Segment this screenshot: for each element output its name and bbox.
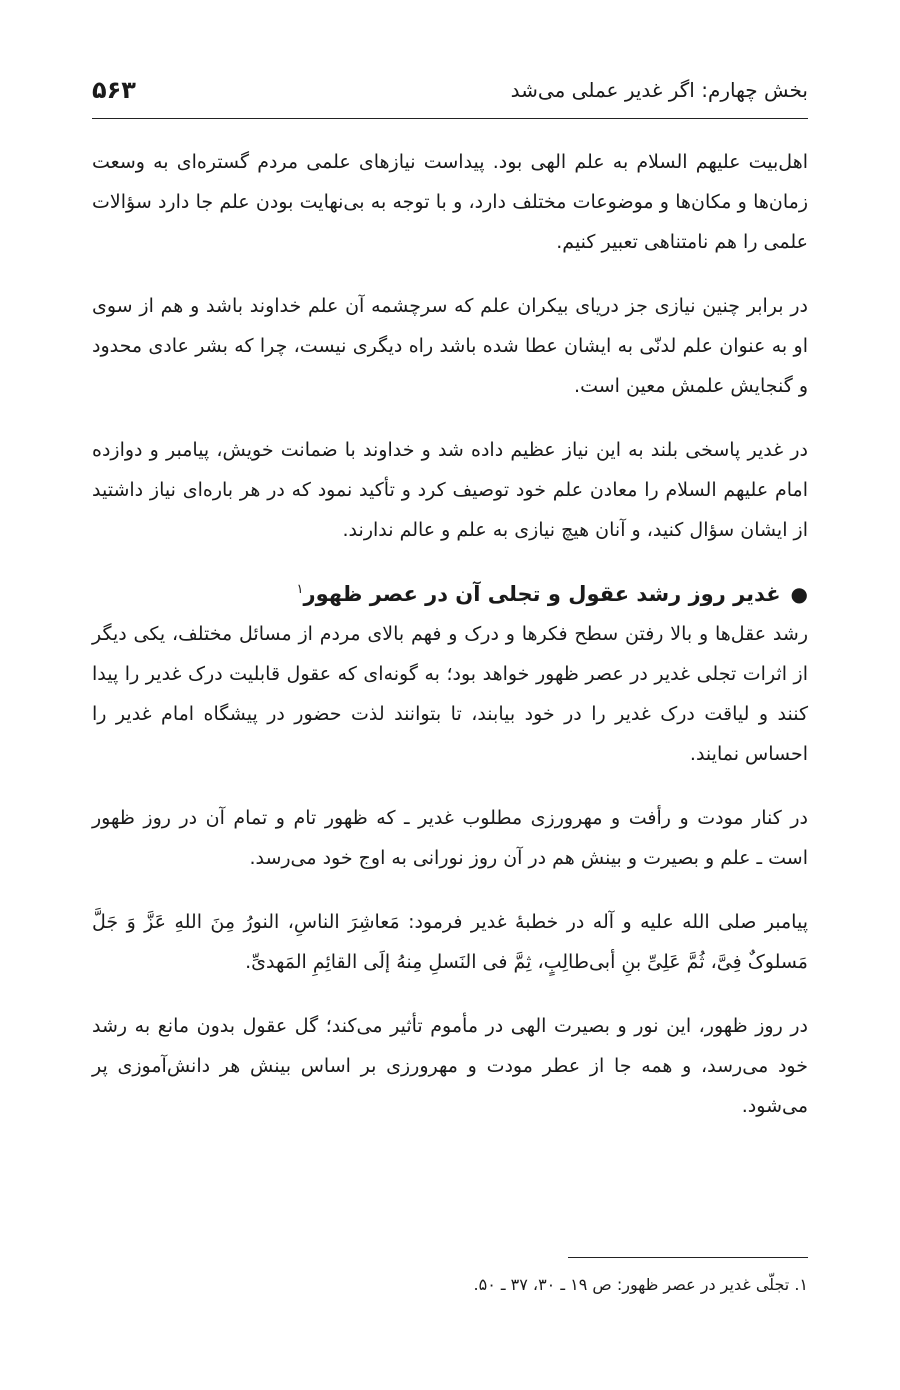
section-paragraph-4: در روز ظهور، این نور و بصیرت الهی در مأموم تأثیر می‌کند؛ گل عقول بدون مانع به رشد خود می‌رسد، و همه جا از عطر مودت و مهرورزی بر اساس بینش هر دانش‌آموزی پر می‌شود. xyxy=(92,1015,808,1117)
section-heading xyxy=(92,574,808,614)
footnote: ۱. تجلّی غدیر در عصر ظهور: ص ۱۹ ـ ۳۰، ۳۷ ـ ۵۰. xyxy=(473,1275,808,1294)
paragraph-2: در برابر چنین نیازی جز دریای بیکران علم که سرچشمه آن علم خداوند باشد و هم از سوی او به عنوان علم لدنّی به ایشان عطا شده باشد راه دیگری نیست، چرا که بشر عادی محدود و گنجایش علمش معین است. xyxy=(92,295,808,397)
section-heading-text xyxy=(297,574,781,614)
page-header xyxy=(92,68,808,112)
section-heading-label: غدیر روز رشد عقول و تجلی آن در عصر ظهور xyxy=(303,582,781,606)
section-paragraph-3: پیامبر صلی الله علیه و آله در خطبهٔ غدیر فرمود: مَعاشِرَ الناسِ، النورُ مِنَ اللهِ عَزَّ وَ جَلَّ مَسلوکٌ فِیَّ، ثُمَّ عَلِیِّ بنِ أبی‌طالِبٍ، ثِمَّ فی النَسلِ مِنهُ إلَی القائِمِ المَهدیِّ. xyxy=(92,911,808,973)
footnote-rule xyxy=(568,1257,808,1258)
paragraph-1: اهل‌بیت علیهم السلام به علم الهی بود. پیداست نیازهای علمی مردم گستره‌ای به وسعت زمان‌ها و مکان‌ها و موضوعات مختلف دارد، و با توجه به بی‌نهایت بودن علم جا دارد سؤالات علمی را هم نامتناهی تعبیر کنیم. xyxy=(92,151,808,253)
header-rule xyxy=(92,118,808,119)
paragraph-3: در غدیر پاسخی بلند به این نیاز عظیم داده شد و خداوند با ضمانت خویش، پیامبر و دوازده امام علیهم السلام را معادن علم خود توصیف کرد و تأکید نمود که در هر باره‌ای نیاز داشتید از ایشان سؤال کنید، و آنان هیچ نیازی به علم و عالم ندارند. xyxy=(92,439,808,541)
section-paragraph-2: در کنار مودت و رأفت و مهرورزی مطلوب غدیر ـ که ظهور تام و تمام آن در روز ظهور است ـ علم و بصیرت و بینش هم در آن روز نورانی به اوج خود می‌رسد. xyxy=(92,807,808,869)
page-body xyxy=(92,142,808,1150)
book-page xyxy=(92,0,808,1390)
footnote-mark[interactable]: ۱ xyxy=(296,582,304,597)
bullet-icon: ● xyxy=(790,582,808,606)
running-title: بخش چهارم: اگر غدیر عملی می‌شد xyxy=(510,78,808,102)
section-paragraph-1: رشد عقل‌ها و بالا رفتن سطح فکرها و درک و فهم بالای مردم از مسائل مختلف، یکی دیگر از اثرات تجلی غدیر در عصر ظهور خواهد بود؛ به گونه‌ای که عقول قابلیت درک غدیر را پیدا کنند و لیاقت درک غدیر را در خود بیابند، تا بتوانند لذت حضور در پیشگاه امام غدیر را احساس نمایند. xyxy=(92,623,808,765)
page-number: ۵۶۳ xyxy=(92,76,136,104)
